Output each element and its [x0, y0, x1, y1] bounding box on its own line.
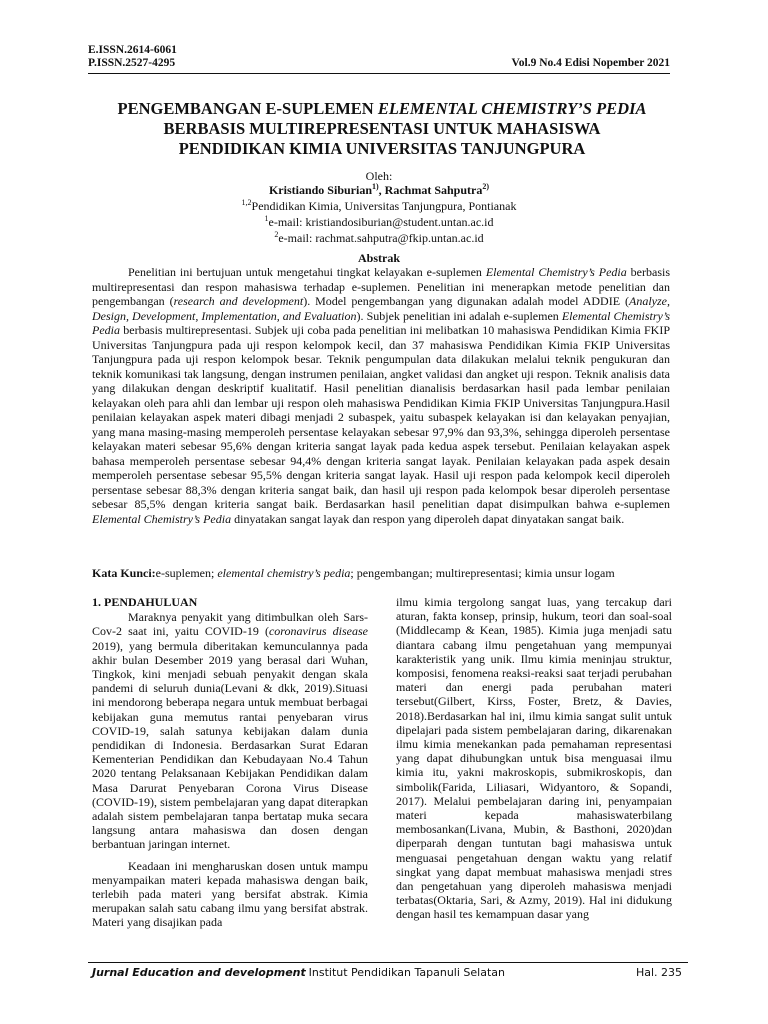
- author-1: Kristiando Siburian: [268, 183, 372, 197]
- footer: [92, 966, 682, 980]
- body-column-left: [92, 595, 368, 930]
- keywords-label: Kata Kunci:: [92, 566, 156, 580]
- title-line3: PENDIDIKAN KIMIA UNIVERSITAS TANJUNGPURA: [178, 139, 586, 158]
- abstract-paragraph: [92, 265, 670, 526]
- abstract-text: berbasis multirepresentasi. Subjek uji coba pada penelitian ini melibatkan 10 mahasiswa Pendidikan Kimia FKIP Universitas Tanjungpura pada uji respon kelompok kecil, dan 37 mahasiswa Pendidikan Kimia FKIP Universitas Tanjungpura pada uji respon kelompok besar. Teknik pengumpulan data dilakukan melalui teknik pengukuran dan teknik komunikasi tak langsung, dengan instrumen penilaian, angket validasi dan angket uji respon. Teknik analisis data yang dilakukan dengan deskriptif kualitatif. Hasil penelitian dianalisis berdasarkan hasil pada lembar penilaian kelayakan oleh para ahli dan lembar uji respon oleh mahasiswa Pendidikan Kimia FKIP Universitas Tanjungpura.Hasil penilaian kelayakan aspek materi dibagi menjadi 2 subaspek, yaitu subaspek kelayakan isi dan kelayakan penyajian, yang mana masing-masing memperoleh persentase kelayakan sebesar 97,9% dan 93,3%, sehingga diperoleh persentase kelayakan materi sebesar 95,6% dengan kriteria sangat layak pada kedua aspek tersebut. Penilaian kelayakan aspek bahasa memperoleh persentase sebesar 94,4% dengan kriteria sangat layak. Penilaian kelayakan pada aspek desain memperoleh persentase sebesar 95,5% dengan kriteria sangat layak. Hasil uji respon pada kelompok kecil diperoleh persentase sebesar 88,3% dengan kriteria sangat baik, dan hasil uji respon pada kelompok besar diperoleh persentase sebesar 85,5% dengan kriteria sangat baik. Berdasarkan hasil penelitian dapat disimpulkan bahwa e-suplemen: [92, 323, 670, 511]
- title-line1-italic: ELEMENTAL CHEMISTRY’S PEDIA: [377, 99, 647, 118]
- abstract-italic: Elemental Chemistry’s Pedia: [92, 511, 232, 526]
- body-text: 2019), yang bermula diberitakan kemunculannya pada akhir bulan Desember 2019 yang berasal dari Wuhan, Tingkok, kini menjadi sebuah penyakit dengan skala pandemi di seluruh dunia(Levani & dkk, 2019).Situasi ini mendorong beberapa negara untuk membuat berbagai kebijakan guna memutus rantai penyebaran virus COVID-19, salah satunya kebijakan dalam dunia pendidikan di Indonesia. Berdasarkan Surat Edaran Kementerian Pendidikan dan Kebudayaan No.4 Tahun 2020 tentang Pelaksanaan Kebijakan Pendidikan dalam Masa Darurat Penyebaran Corona Virus Disease (COVID-19), sistem pembelajaran yang dapat diterapkan adalah sistem pembelajaran tanpa bertatap muka secara langsung antara mahasiswa dan dosen dengan berbantuan jaringan internet.: [92, 638, 368, 852]
- abstract-body: [92, 265, 670, 526]
- body-column-right: [396, 595, 672, 922]
- abstract-italic: research and development: [173, 294, 304, 308]
- title-line2: BERBASIS MULTIREPRESENTASI UNTUK MAHASISWA: [163, 119, 601, 138]
- email-2: [88, 232, 670, 245]
- paper-title: [70, 99, 694, 159]
- institution-name: Institut Pendidikan Tapanuli Selatan: [308, 966, 505, 979]
- email-2-sup: 2: [274, 230, 279, 239]
- abstract-text: berbasis multirepresentasi dan respon mahasiswa terhadap e-suplemen. Penelitian ini menerapkan metode penelitian dan pengembangan (: [92, 265, 670, 308]
- eissn: E.ISSN.2614-6061: [88, 44, 177, 56]
- intro-paragraph-3: ilmu kimia tergolong sangat luas, yang tercakup dari aturan, fakta konsep, prinsip, hukum, teori dan soal-soal (Middlecamp & Kean, 1985). Kimia juga menjadi satu diantara cabang ilmu pengetahuan yang mempunyai karakteristik yang unik. Ilmu kimia meninjau struktur, komposisi, fenomena reaksi-reaksi saat terjadi perubahan materi dan energi pada perubahan materi tersebut(Gilbert, Kirss, Foster, Bretz, & Davies, 2018).Berdasarkan hal ini, ilmu kimia sangat sulit untuk dipelajari pada sistem pembelajaran daring, dikarenakan ilmu kimia menekankan pada pemahaman representasi yang dapat dihubungkan untuk bisa menguasai ilmu kimia itu, yakni makroskopis, submikroskopis, dan simbolik(Farida, Liliasari, Widyantoro, & Sopandi, 2017). Melalui pembelajaran daring ini, penyampaian materi kepada mahasiswaterbilang membosankan(Livana, Mubin, & Basthoni, 2020)dan diperparah dengan tuntutan bagi mahasiswa untuk menguasai pengetahuan dengan waktu yang relatif singkat yang dapat membuat mahasiswa menjadi stres dan pengetahuan yang diperoleh mahasiswa menjadi terbatas(Oktaria, Sari, & Azmy, 2019). Hal ini didukung dengan hasil tes kemampuan dasar yang: [396, 595, 672, 922]
- header-rule: [88, 73, 670, 74]
- intro-paragraph-2: Keadaan ini mengharuskan dosen untuk mampu menyampaikan materi kepada mahasiswa dengan baik, terlebih pada materi yang bersifat abstrak. Kimia merupakan salah satu cabang ilmu yang bersifat abstrak. Materi yang disajikan pada: [92, 858, 368, 930]
- email-1-sup: 1: [264, 214, 269, 223]
- author-1-sup: 1): [372, 182, 379, 191]
- abstract-text: ). Model pengembangan yang digunakan adalah model ADDIE (: [303, 294, 629, 308]
- footer-rule: [88, 962, 688, 963]
- volume-info: Vol.9 No.4 Edisi Nopember 2021: [511, 57, 670, 69]
- keywords: [92, 566, 692, 580]
- page-number: Hal. 235: [635, 966, 682, 979]
- author-2-sup: 2): [482, 182, 490, 191]
- body-text: Maraknya penyakit yang ditimbulkan oleh Sars-Cov-2 saat ini, yaitu COVID-19 (: [92, 610, 368, 639]
- abstract-text: dinyatakan sangat layak dan respon yang diperoleh dapat dinyatakan sangat baik.: [231, 511, 625, 526]
- email-2-text: e-mail: rachmat.sahputra@fkip.untan.ac.id: [278, 231, 484, 245]
- journal-name: Jurnal Education and development: [92, 966, 306, 979]
- abstract-heading: Abstrak: [357, 251, 400, 265]
- email-1-text: e-mail: kristiandosiburian@student.untan.ac.id: [268, 215, 494, 229]
- title-line1-prefix: PENGEMBANGAN E-SUPLEMEN: [117, 99, 378, 118]
- oleh-label: Oleh:: [365, 169, 393, 183]
- pissn: P.ISSN.2527-4295: [88, 57, 176, 69]
- authors: [88, 184, 670, 197]
- abstract-italic: Analyze, Design, Development, Implementation, and Evaluation: [92, 294, 670, 323]
- affiliation: [88, 200, 670, 213]
- intro-paragraph-1: [92, 610, 368, 851]
- abstract-text: Penelitian ini bertujuan untuk mengetahui tingkat kelayakan e-suplemen: [128, 265, 486, 279]
- author-separator: ,: [378, 183, 385, 197]
- affiliation-text: Pendidikan Kimia, Universitas Tanjungpura, Pontianak: [251, 199, 517, 213]
- keyword-text: ; pengembangan; multirepresentasi; kimia unsur logam: [350, 566, 615, 580]
- abstract-italic: Elemental Chemistry’s Pedia: [92, 308, 671, 337]
- section-heading: 1. PENDAHULUAN: [92, 595, 198, 609]
- email-1: [88, 216, 670, 229]
- affiliation-sup: 1,2: [241, 198, 252, 207]
- abstract-italic: Elemental Chemistry’s Pedia: [485, 265, 627, 279]
- body-italic: coronavirus disease: [268, 624, 368, 639]
- keyword-text: e-suplemen;: [155, 566, 218, 580]
- abstract-text: ). Subjek penelitian ini adalah e-suplemen: [356, 308, 562, 323]
- keyword-italic: elemental chemistry’s pedia: [217, 566, 351, 580]
- author-2: Rachmat Sahputra: [384, 183, 483, 197]
